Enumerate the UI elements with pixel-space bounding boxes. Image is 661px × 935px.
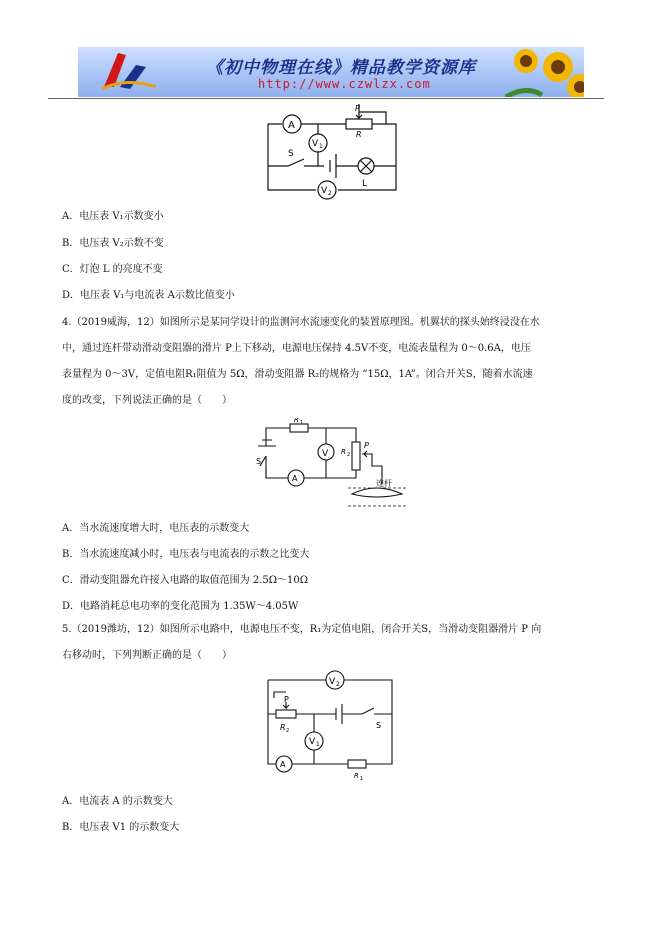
q4-stem-line-2: 中，通过连杆带动滑动变阻器的滑片 P上下移动，电源电压保持 4.5V不变，电流表量程为 0～0.6A，电压 [62,343,531,354]
voltmeter-v2-label: V [329,677,336,687]
q4-option-a: A．当水流速度增大时，电压表的示数变大 [62,523,250,534]
q3-option-b: B．电压表 V₂示数不变 [62,238,164,249]
banner-title: 《初中物理在线》精品教学资源库 [206,58,476,78]
logo-icon [96,47,166,97]
lamp-label: L [362,179,368,189]
q5-stem-line-1: 5.（2019潍坊，12）如图所示电路中，电源电压不变，R₁为定值电阻，闭合开关S，当滑动变阻器滑片 P 向 [62,624,542,635]
q5-option-a: A．电流表 A 的示数变大 [62,796,173,807]
circuit-figure-2 [256,418,406,512]
q4-stem-line-4: 度的改变，下列说法正确的是（ ） [62,395,232,406]
r1-label: R [354,772,359,780]
q4-option-d: D．电路消耗总电功率的变化范围为 1.35W～4.05W [62,601,299,612]
r2-label: R [280,723,286,732]
switch-label: S [376,721,382,730]
q4-stem-line-3: 表量程为 0～3V，定值电阻R₁阻值为 5Ω，滑动变阻器 R₂的规格为 “15Ω，1A”。闭合开关S，随着水流速 [62,369,533,380]
voltmeter-v1-label: V [312,139,319,149]
q5-option-b: B．电压表 V1 的示数变大 [62,822,180,833]
voltmeter-v1-sub: 1 [316,741,320,748]
r2-label: R [341,448,346,456]
r1-sub: 1 [300,420,304,426]
voltmeter-v1-sub: 1 [319,143,323,150]
rod-label: 连杆 [376,479,392,488]
sunflower-icon [496,47,584,97]
switch-label: S [256,457,262,466]
q4-option-b: B．当水流速度减小时，电压表与电流表的示数之比变大 [62,549,310,560]
q3-option-a: A．电压表 V₁示数变小 [62,211,164,222]
banner-url: http://www.czwlzx.com [258,77,431,91]
circuit-figure-1 [260,104,410,200]
voltmeter-v1-label: V [309,737,316,747]
header-divider [48,98,604,99]
r1-sub: 1 [360,776,364,782]
r2-sub: 2 [347,452,351,458]
q4-stem-line-1: 4.（2019威海，12）如图所示是某同学设计的监测河水流速变化的装置原理图。机翼状的探头始终浸没在水 [62,317,540,328]
ammeter-label: A [288,120,295,131]
q3-option-c: C．灯泡 L 的亮度不变 [62,264,163,275]
header-banner [78,47,584,97]
voltmeter-label: V [322,449,329,459]
ammeter-label: A [280,760,286,769]
slider-label: P [364,441,369,450]
switch-label: S [288,149,294,159]
slider-label: P [284,695,289,704]
rheostat-label: R [356,130,362,139]
voltmeter-v2-sub: 2 [328,190,332,197]
circuit-figure-3 [262,668,402,786]
q4-option-c: C．滑动变阻器允许接入电路的取值范围为 2.5Ω～10Ω [62,575,309,586]
slider-label: P [355,104,360,113]
ammeter-label: A [292,474,298,483]
r2-sub: 2 [286,728,290,734]
q5-stem-line-2: 右移动时，下列判断正确的是（ ） [62,650,232,661]
q3-option-d: D．电压表 V₁与电流表 A示数比值变小 [62,290,235,301]
r1-label: R [294,418,299,424]
voltmeter-v2-label: V [321,186,328,196]
voltmeter-v2-sub: 2 [336,681,340,688]
